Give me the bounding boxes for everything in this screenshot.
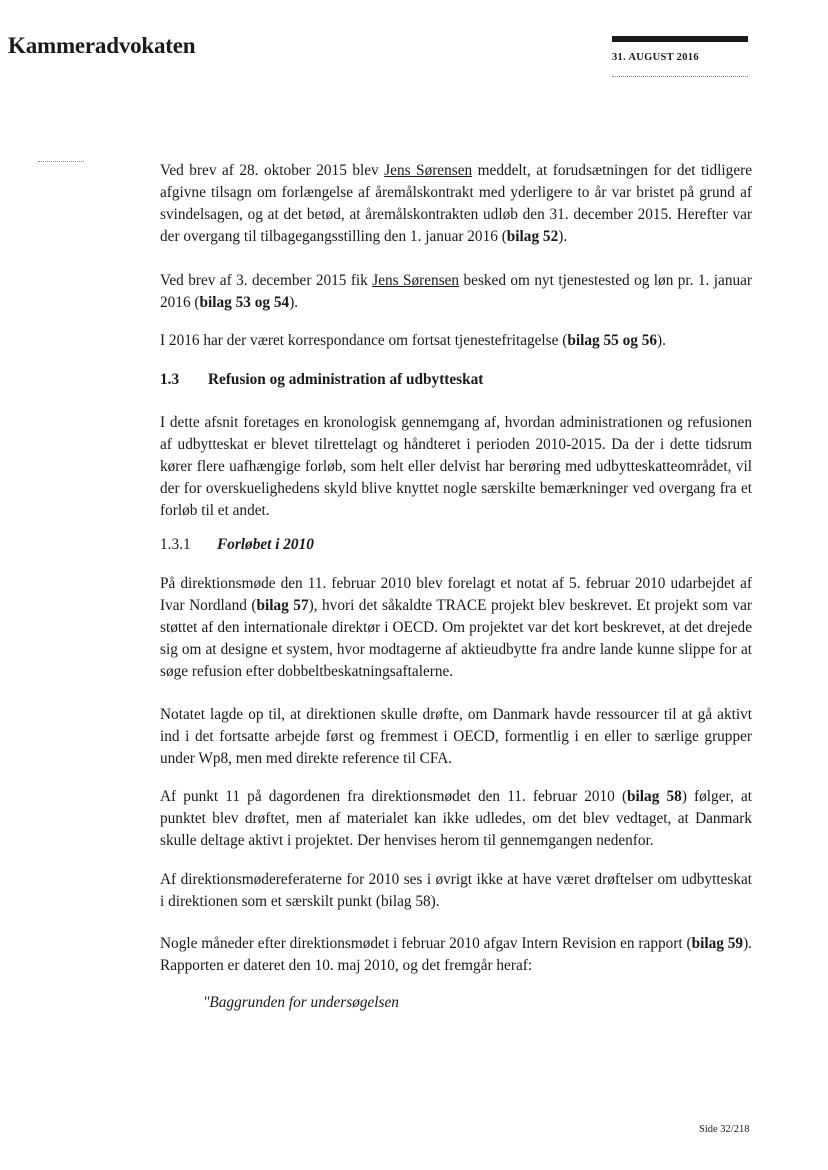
page-number: Side 32/218 <box>699 1124 750 1135</box>
paragraph-3-text-a: I 2016 har der været korrespondance om fortsat tjenestefritagelse ( <box>160 332 568 349</box>
header-rule <box>612 36 748 42</box>
section-number: 1.3 <box>160 371 180 388</box>
paragraph-8: Af direktionsmødereferaterne for 2010 ses i øvrigt ikke at have været drøftelser om udbytteskat i direktionen som et særskilt punkt (bilag 58). <box>160 871 752 910</box>
date-rule <box>612 76 748 77</box>
person-link[interactable]: Jens Sørensen <box>384 162 473 179</box>
paragraph-3 <box>160 330 752 352</box>
bilag-ref: bilag 52 <box>506 228 559 245</box>
header-date: 31. AUGUST 2016 <box>612 52 699 63</box>
paragraph-5 <box>160 573 752 683</box>
person-link[interactable]: Jens Sørensen <box>372 272 460 289</box>
bilag-ref: bilag 53 og 54 <box>199 294 290 311</box>
paragraph-2-text-b: besked om nyt tjenestested og løn pr. 1. januar 2016 ( <box>160 272 752 311</box>
bilag-ref: bilag 58 <box>627 788 682 805</box>
paragraph-6: Notatet lagde op til, at direktionen skulle drøfte, om Danmark havde ressourcer til at gå aktivt ind i det fortsatte arbejde først og fremmest i OECD, formentlig i en eller to særlige grupper under Wp8, men med direkte reference til CFA. <box>160 706 752 767</box>
paragraph-1-text-b: meddelt, at forudsætningen for det tidligere afgivne tilsagn om forlængelse af åremålskontrakt med yderligere to år var bristet på grund af svindelsagen, og at det betød, at åremålskontrakten udløb den 31. december 2015. Herefter var der overgang til tilbagegangsstilling den 1. januar 2016 ( <box>160 162 753 245</box>
paragraph-9-text-b: ). Rapporten er dateret den 10. maj 2010, og det fremgår heraf: <box>160 935 752 974</box>
paragraph-2-text-a: Ved brev af 3. december 2015 fik <box>160 272 373 289</box>
section-heading <box>160 371 483 389</box>
paragraph-7-text-b: ) følger, at punktet blev drøftet, men af materialet kan ikke udledes, om det blev vedtaget, at Danmark skulle deltage aktivt i projektet. Der henvises herom til gennemgangen nedenfor. <box>160 788 752 849</box>
paragraph-1-text-c: ). <box>558 228 568 245</box>
subsection-heading <box>160 536 314 554</box>
paragraph-2-text-c: ). <box>289 294 299 311</box>
bilag-ref: bilag 55 og 56 <box>567 332 658 349</box>
subsection-title: Forløbet i 2010 <box>217 536 314 553</box>
paragraph-2 <box>160 270 752 314</box>
paragraph-7 <box>160 786 752 852</box>
quote-heading: "Baggrunden for undersøgelsen <box>203 994 399 1011</box>
paragraph-3-text-c: ). <box>657 332 666 349</box>
paragraph-1-text-a: Ved brev af 28. oktober 2015 blev <box>160 162 385 179</box>
bilag-ref: bilag 59 <box>691 935 744 952</box>
subsection-number: 1.3.1 <box>160 536 191 553</box>
logo: Kammeradvokaten <box>8 33 196 58</box>
section-title: Refusion og administration af udbytteskat <box>208 371 484 388</box>
margin-rule <box>38 161 84 162</box>
paragraph-9 <box>160 933 752 977</box>
bilag-ref: bilag 57 <box>256 597 309 614</box>
paragraph-5-text-b: ), hvori det såkaldte TRACE projekt blev beskrevet. Et projekt som var støttet af den internationale direktør i OECD. Om projektet var det kort beskrevet, at det drejede sig om at designe et system, hvor modtagerne af aktieudbytte fra andre lande kunne slippe for at søge refusion efter dobbeltbeskatningsaftalerne. <box>160 597 752 680</box>
paragraph-5-text-a: På direktionsmøde den 11. februar 2010 blev forelagt et notat af 5. februar 2010 udarbejdet af Ivar Nordland ( <box>160 575 752 614</box>
paragraph-1 <box>160 160 752 248</box>
paragraph-9-text-a: Nogle måneder efter direktionsmødet i februar 2010 afgav Intern Revision en rapport ( <box>160 935 692 952</box>
paragraph-7-text-a: Af punkt 11 på dagordenen fra direktionsmødet den 11. februar 2010 ( <box>160 788 628 805</box>
paragraph-4: I dette afsnit foretages en kronologisk gennemgang af, hvordan administrationen og refusionen af udbytteskat er blevet tilrettelagt og håndteret i perioden 2010-2015. Da der i dette tidsrum kører flere uafhængige forløb, som helt eller delvist har berøring med udbytteskatteområdet, vil der for overskuelighedens skyld blive knyttet nogle særskilte bemærkninger ved overgang fra et forløb til et andet. <box>160 414 752 519</box>
